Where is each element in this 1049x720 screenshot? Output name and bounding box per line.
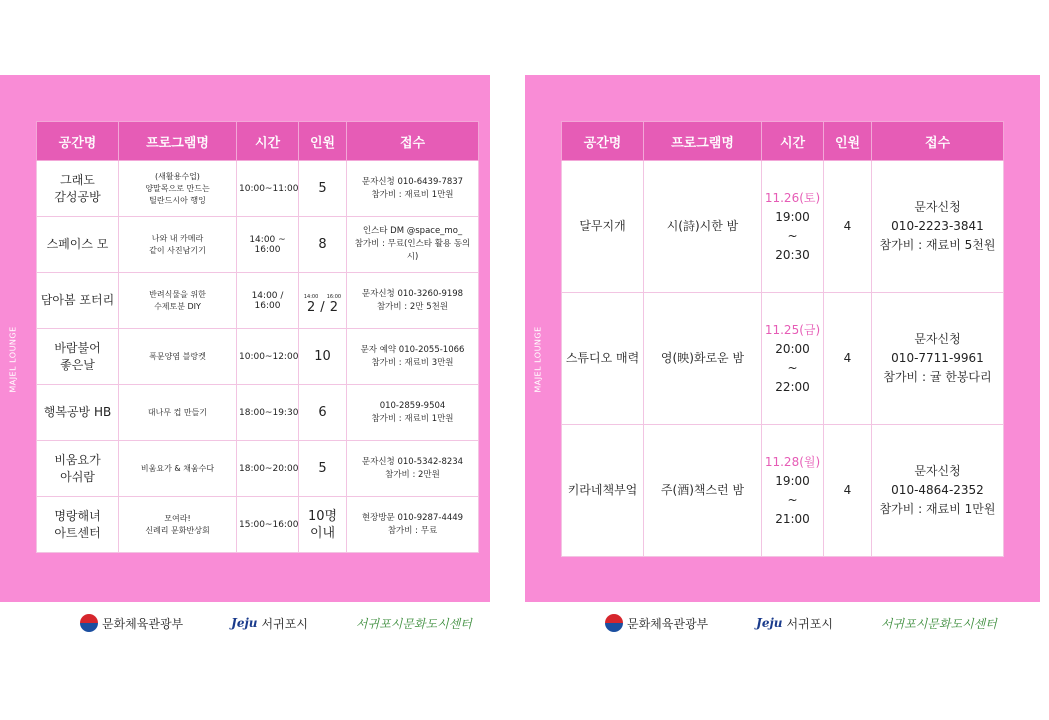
footer-logos-left [80,605,520,641]
cell-line: 비움요가 [54,452,101,467]
cell-line: 아트센터 [54,525,101,540]
program-cell [119,329,237,385]
cell-line: 5 [318,461,327,476]
program-cell: 영(映)화로운 밤 [644,293,762,425]
city-name: 서귀포시 [261,616,308,631]
left-panel [0,75,501,602]
cell-line: 비움요가 & 채움수다 [140,463,215,473]
program-cell: 시(詩)시한 밤 [644,161,762,293]
cell-line: 010-4864-2352 [891,483,984,497]
venue-cell [37,217,119,273]
capacity-cell [299,497,347,553]
time-cell: 14:00 ~ 16:00 [237,217,299,273]
footer-logos-right [605,605,1045,641]
slot-time: 16:00 [326,294,342,300]
capacity-cell: 4 [824,293,872,425]
cell-line: 문자신청 010-5342-8234 [361,456,464,467]
cell-line: 틸란드시아 행잉 [149,195,206,205]
time-tilde: ~ [787,228,798,243]
cell-line: 수제토분 DIY [154,301,201,311]
cell-line: 아쉬람 [60,469,95,484]
venue-cell [37,497,119,553]
cell-line: 6 [318,405,327,420]
date-label: 11.25(금) [764,322,821,337]
jeju-brand: Jeju [231,616,258,630]
side-label-right: CULTURE CITY ART DAY [491,308,501,411]
cell-line: 참가비 : 무료(인스타 활용 동의시) [354,239,471,262]
cell-line: 그래도 [60,172,95,187]
table-row [37,385,479,441]
time-cell: 10:00~11:00 [237,161,299,217]
cell-line: 참가비 : 재료비 1만원 [879,502,996,516]
cell-line: 신례리 문화반상회 [145,525,210,535]
time-tilde: ~ [787,360,798,375]
cell-line: 감성공방 [54,189,101,204]
time-cell: 14:00 / 16:00 [237,273,299,329]
cell-line: 문자 예약 010-2055-1066 [360,344,465,355]
reception-cell [872,161,1004,293]
time-cell: 15:00~16:00 [237,497,299,553]
end-time: 22:00 [775,379,810,394]
end-time: 21:00 [775,511,810,526]
cell-line: 양말목으로 만드는 [145,183,210,193]
table-row [562,161,1004,293]
venue-cell [37,161,119,217]
capacity-cell: 4 [824,425,872,557]
cell-line: 모여라! [164,513,191,523]
time-cell: 18:00~20:00 [237,441,299,497]
culture-center-logo: 서귀포시문화도시센터 [880,616,997,631]
cell-line: 010-2859-9504 [379,400,446,411]
date-label: 11.28(월) [764,454,821,469]
cell-line: 인스타 DM @space_mo_ [362,226,463,236]
venue-cell: 달무지개 [562,161,644,293]
program-table-2 [561,121,1004,557]
table-row [37,161,479,217]
table-row [562,293,1004,425]
capacity-cell [299,385,347,441]
cell-line: 행복공방 HB [43,405,112,419]
side-label-left: MAJEL LOUNGE [533,326,543,393]
taegeuk-icon [80,614,98,632]
cell-line: 참가비 : 귤 한봉다리 [883,370,992,384]
table-row [37,497,479,553]
table-row [562,425,1004,557]
jeju-logo [231,615,308,632]
cell-line: 8 [318,237,327,252]
capacity-cell [299,217,347,273]
venue-cell: 스튜디오 매력 [562,293,644,425]
culture-center-logo: 서귀포시문화도시센터 [355,616,472,631]
cell-line: 좋은날 [60,357,95,372]
city-name: 서귀포시 [786,616,833,631]
time-cell: 18:00~19:30 [237,385,299,441]
capacity-slot [304,294,318,315]
cell-line: 010-2223-3841 [891,219,984,233]
cell-line: 담아봄 포터리 [40,293,115,307]
cell-line: 참가비 : 무료 [387,525,438,536]
start-time: 19:00 [775,209,810,224]
cell-line: 문자신청 [914,200,961,214]
end-time: 20:30 [775,247,810,262]
time-tilde: ~ [787,492,798,507]
column-header: 인원 [299,122,347,161]
cell-line: 나와 내 카메라 [151,233,204,243]
reception-cell [347,441,479,497]
cell-line: 참가비 : 재료비 3만원 [371,357,454,368]
column-header: 접수 [872,122,1004,161]
program-cell [119,497,237,553]
table-row [37,273,479,329]
slot-separator: / [320,300,325,315]
cell-line: 명랑해녀 [54,508,101,523]
column-header: 접수 [347,122,479,161]
slot-time: 14:00 [303,294,319,300]
reception-cell [347,161,479,217]
capacity-split [304,294,341,315]
time-cell [762,161,824,293]
cell-line: 반려식물을 위한 [149,289,206,299]
cell-line: 문자신청 [914,464,961,478]
cell-line: 폭문양염 블랑켓 [149,351,206,361]
capacity-cell: 4 [824,161,872,293]
cell-line: 대나무 컵 만들기 [147,407,208,417]
jeju-logo [756,615,833,632]
side-label-right: CULTURE CITY ART DAY [1039,308,1049,411]
column-header: 시간 [237,122,299,161]
program-cell [119,217,237,273]
ministry-name: 문화체육관광부 [627,616,709,631]
ministry-logo [605,614,708,632]
cell-line: 문자신청 010-3260-9198 [361,288,464,299]
table-row [37,441,479,497]
time-cell [762,425,824,557]
reception-cell [347,385,479,441]
reception-cell [347,273,479,329]
cell-line: 10명 [307,508,338,524]
cell-line: 참가비 : 재료비 1만원 [371,189,454,200]
side-label-left: MAJEL LOUNGE [8,326,18,393]
cell-line: 이내 [309,525,336,541]
jeju-brand: Jeju [756,616,783,630]
start-time: 20:00 [775,341,810,356]
column-header: 시간 [762,122,824,161]
table-row [37,329,479,385]
program-cell [119,161,237,217]
program-cell [119,385,237,441]
right-panel [525,75,1049,602]
column-header: 프로그램명 [644,122,762,161]
capacity-cell [299,273,347,329]
cell-line: 참가비 : 2만원 [385,469,440,480]
capacity-slot [327,294,341,315]
column-header: 인원 [824,122,872,161]
taegeuk-icon [605,614,623,632]
cell-line: 현장방문 010-9287-4449 [361,512,464,523]
cell-line: 문자신청 010-6439-7837 [361,176,464,187]
venue-cell: 키라네책부엌 [562,425,644,557]
cell-line: 같이 사진남기기 [149,245,206,255]
cell-line: 10 [314,349,331,364]
program-cell: 주(酒)책스런 밤 [644,425,762,557]
cell-line: 참가비 : 재료비 1만원 [371,413,454,424]
date-label: 11.26(토) [764,190,821,205]
ministry-logo [80,614,183,632]
cell-line: 010-7711-9961 [891,351,984,365]
cell-line: 5 [318,181,327,196]
venue-cell [37,441,119,497]
column-header: 공간명 [37,122,119,161]
cell-line: 문자신청 [914,332,961,346]
cell-line: 스페이스 모 [46,237,109,251]
start-time: 19:00 [775,473,810,488]
time-cell [762,293,824,425]
cell-line: 참가비 : 재료비 5천원 [879,238,996,252]
capacity-cell [299,329,347,385]
venue-cell [37,329,119,385]
reception-cell [872,425,1004,557]
reception-cell [347,497,479,553]
program-table-1 [36,121,479,553]
program-cell [119,273,237,329]
venue-cell [37,385,119,441]
column-header: 프로그램명 [119,122,237,161]
time-cell: 10:00~12:00 [237,329,299,385]
ministry-name: 문화체육관광부 [102,616,184,631]
slot-count: 2 [306,300,316,315]
cell-line: 바람불어 [54,340,101,355]
slot-count: 2 [329,300,339,315]
table-row [37,217,479,273]
column-header: 공간명 [562,122,644,161]
program-cell [119,441,237,497]
reception-cell [872,293,1004,425]
capacity-cell [299,161,347,217]
reception-cell [347,217,479,273]
capacity-cell [299,441,347,497]
cell-line: 참가비 : 2만 5천원 [376,301,449,312]
reception-cell [347,329,479,385]
cell-line: (새활용수업) [155,171,200,181]
venue-cell [37,273,119,329]
